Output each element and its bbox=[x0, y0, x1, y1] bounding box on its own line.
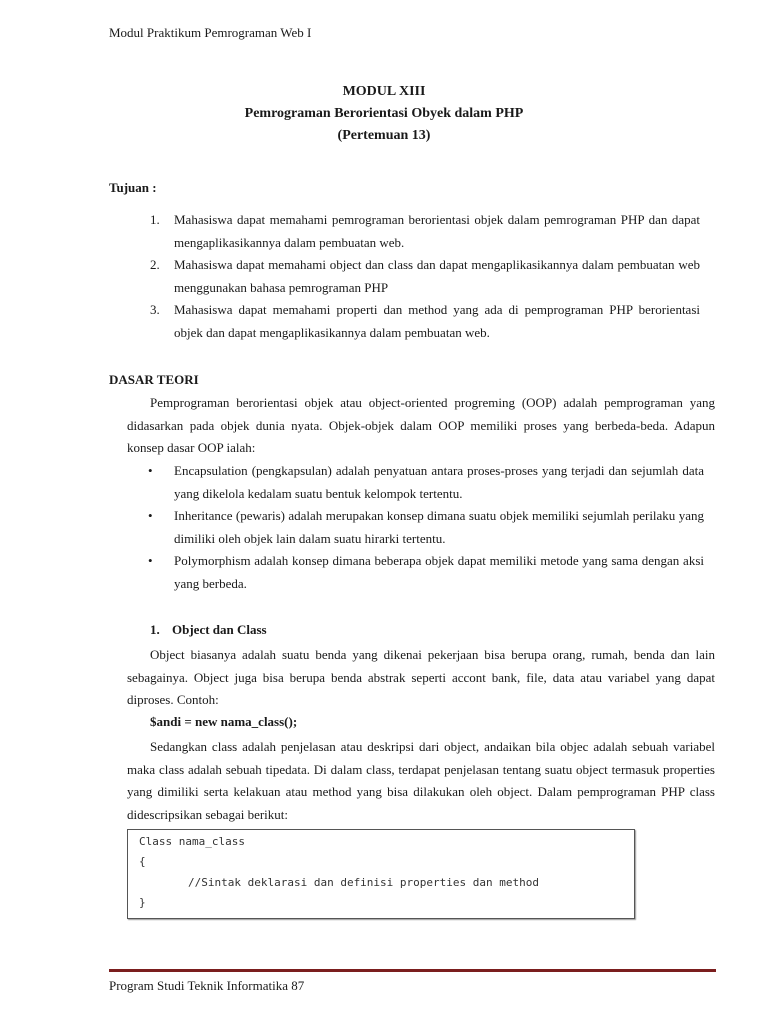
objective-text: Mahasiswa dapat memahami object dan class dan dapat mengaplikasikannya dalam pembuatan web menggunakan bahasa pemrograman PHP bbox=[174, 257, 700, 295]
objectives-list bbox=[150, 209, 700, 344]
concept-text: Polymorphism adalah konsep dimana beberapa objek dapat memiliki metode yang sama dengan aksi yang berbeda. bbox=[174, 553, 704, 591]
running-header: Modul Praktikum Pemrograman Web I bbox=[109, 25, 312, 40]
objective-number: 2. bbox=[150, 257, 160, 272]
concept-item bbox=[148, 460, 704, 505]
module-subtitle: Pemrograman Berorientasi Obyek dalam PHP bbox=[244, 106, 524, 121]
objective-text: Mahasiswa dapat memahami properti dan method yang ada di pemprograman PHP berorientasi objek dan dapat mengaplikasikannya dalam pembuatan web. bbox=[174, 302, 700, 340]
objective-item bbox=[150, 254, 700, 299]
objective-item bbox=[150, 299, 700, 344]
object-paragraph bbox=[127, 644, 715, 712]
section-heading bbox=[150, 622, 267, 638]
bullet-mark: • bbox=[148, 463, 153, 478]
code-block bbox=[127, 829, 635, 919]
object-text: Object biasanya adalah suatu benda yang dikenai pekerjaan bisa berupa orang, rumah, benda dan lain sebagainya. Object juga bisa berupa benda abstrak seperti accont bank, file, data atau variabel yang dapat diproses. Contoh: bbox=[127, 647, 715, 707]
oop-concepts-list bbox=[148, 460, 704, 595]
objective-item bbox=[150, 209, 700, 254]
theory-intro-text: Pemprograman berorientasi objek atau object-oriented progreming (OOP) adalah pemprograman yang didasarkan pada objek dunia nyata. Objek-objek dalam OOP memiliki proses yang berbeda-beda. Adapun konsep dasar OOP ialah: bbox=[127, 395, 715, 455]
meeting-label: (Pertemuan 13) bbox=[337, 128, 431, 143]
code-line: } bbox=[139, 896, 146, 909]
section-number: 1. bbox=[150, 622, 160, 637]
code-example: $andi = new nama_class(); bbox=[150, 714, 298, 729]
section-title: Object dan Class bbox=[172, 622, 267, 637]
page-footer: Program Studi Teknik Informatika 87 bbox=[109, 978, 305, 993]
concept-item bbox=[148, 550, 704, 595]
concept-text: Inheritance (pewaris) adalah merupakan konsep dimana suatu objek memiliki sejumlah perilaku yang dimiliki oleh objek lain dalam suatu hirarki tertentu. bbox=[174, 508, 704, 546]
objectives-heading: Tujuan : bbox=[109, 180, 157, 195]
class-text: Sedangkan class adalah penjelasan atau deskripsi dari object, andaikan bila objec adalah sebuah variabel maka class adalah sebuah tipedata. Di dalam class, terdapat penjelasan tentang suatu object termasuk properties yang dimiliki serta kelakuan atau method yang bisa dilakukan oleh object. Dalam pemprograman PHP class didescripsikan sebagai berikut: bbox=[127, 739, 715, 822]
code-line: //Sintak deklarasi dan definisi properties dan method bbox=[188, 876, 539, 889]
theory-intro-paragraph bbox=[127, 392, 715, 460]
theory-heading: DASAR TEORI bbox=[109, 372, 199, 387]
concept-item bbox=[148, 505, 704, 550]
class-paragraph bbox=[127, 736, 715, 826]
code-line: { bbox=[139, 855, 146, 868]
objective-number: 1. bbox=[150, 212, 160, 227]
objective-text: Mahasiswa dapat memahami pemrograman berorientasi objek dalam pemrograman PHP dan dapat mengaplikasikannya dalam pembuatan web. bbox=[174, 212, 700, 250]
code-line: Class nama_class bbox=[139, 835, 245, 848]
concept-text: Encapsulation (pengkapsulan) adalah penyatuan antara proses-proses yang terjadi dan sejumlah data yang dikelola kedalam suatu bentuk kelompok tertentu. bbox=[174, 463, 704, 501]
bullet-mark: • bbox=[148, 508, 153, 523]
objective-number: 3. bbox=[150, 302, 160, 317]
bullet-mark: • bbox=[148, 553, 153, 568]
footer-divider bbox=[109, 969, 716, 972]
module-title: MODUL XIII bbox=[342, 84, 426, 99]
